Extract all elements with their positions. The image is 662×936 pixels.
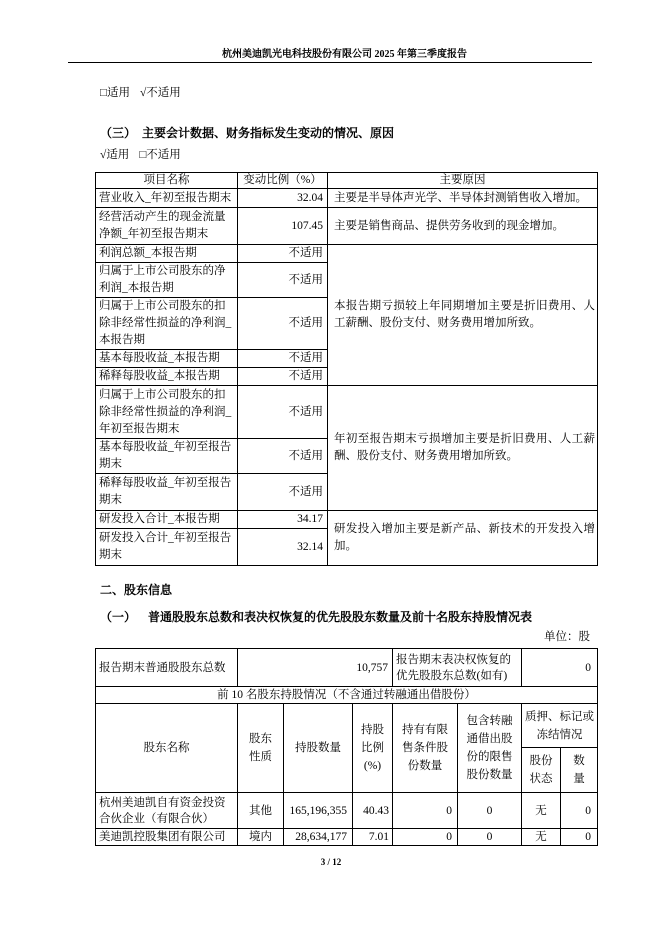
change-ratio: 107.45 bbox=[238, 208, 328, 245]
top10-caption-row bbox=[96, 687, 598, 704]
section-heading-shareholders-table bbox=[100, 610, 532, 624]
change-reason: 主要是销售商品、提供劳务收到的现金增加。 bbox=[328, 208, 598, 245]
change-ratio: 32.14 bbox=[238, 529, 328, 566]
change-ratio: 不适用 bbox=[238, 386, 328, 439]
pledge-quantity: 0 bbox=[561, 793, 598, 829]
key-metrics-change-table bbox=[95, 172, 598, 566]
restricted-incl-lent: 0 bbox=[458, 793, 522, 829]
option-label: 不适用 bbox=[146, 149, 181, 161]
top10-caption: 前 10 名股东持股情况（不含通过转融通出借股份） bbox=[96, 687, 598, 704]
restricted-shares: 0 bbox=[393, 829, 458, 846]
table-row bbox=[96, 386, 598, 439]
col-header-shareholder-nature: 股东性质 bbox=[238, 704, 284, 793]
metric-name: 归属于上市公司股东的扣除非经常性损益的净利润_年初至报告期末 bbox=[96, 386, 238, 439]
change-ratio: 不适用 bbox=[238, 298, 328, 350]
change-ratio: 不适用 bbox=[238, 474, 328, 511]
total-preferred-shareholders-label: 报告期末表决权恢复的优先股股东总数(如有) bbox=[393, 649, 522, 687]
table-header-row bbox=[96, 704, 598, 748]
holding-ratio: 7.01 bbox=[353, 829, 393, 846]
option-label: 不适用 bbox=[146, 87, 181, 99]
checkbox-unchecked-icon: □ bbox=[139, 149, 147, 161]
total-common-shareholders-value: 10,757 bbox=[238, 649, 393, 687]
restricted-shares: 0 bbox=[393, 793, 458, 829]
change-ratio: 不适用 bbox=[238, 263, 328, 298]
shares-held: 28,634,177 bbox=[284, 829, 353, 846]
page-number: 3 / 12 bbox=[320, 857, 342, 867]
total-preferred-shareholders-value: 0 bbox=[522, 649, 598, 687]
change-reason: 研发投入增加主要是新产品、新技术的开发投入增加。 bbox=[328, 511, 598, 566]
change-ratio: 不适用 bbox=[238, 245, 328, 263]
part-heading-shareholder-info: 二、股东信息 bbox=[100, 583, 173, 597]
option-label: 适用 bbox=[106, 87, 130, 99]
shares-held: 165,196,355 bbox=[284, 793, 353, 829]
applicability-option-not-applicable bbox=[140, 86, 181, 100]
applicability-line-2 bbox=[100, 148, 191, 162]
table-row bbox=[96, 829, 598, 846]
change-reason: 年初至报告期末亏损增加主要是折旧费用、人工薪酬、股份支付、财务费用增加所致。 bbox=[328, 386, 598, 511]
section-title: 主要会计数据、财务指标发生变动的情况、原因 bbox=[142, 126, 395, 140]
col-header-shares-held: 持股数量 bbox=[284, 704, 353, 793]
section-heading-key-data-changes bbox=[100, 126, 394, 140]
table-row bbox=[96, 511, 598, 529]
change-ratio: 不适用 bbox=[238, 350, 328, 368]
header-divider bbox=[68, 62, 592, 63]
change-ratio: 32.04 bbox=[238, 189, 328, 208]
table-row bbox=[96, 208, 598, 245]
metric-name: 稀释每股收益_本报告期 bbox=[96, 368, 238, 386]
shareholders-table bbox=[95, 648, 598, 846]
section-title: 普通股股东总数和表决权恢复的优先股股东数量及前十名股东持股情况表 bbox=[148, 610, 533, 624]
change-ratio: 34.17 bbox=[238, 511, 328, 529]
metric-name: 研发投入合计_本报告期 bbox=[96, 511, 238, 529]
checkbox-unchecked-icon: □ bbox=[100, 87, 107, 99]
unit-label: 单位：股 bbox=[544, 631, 590, 643]
col-header-change-ratio: 变动比例（%） bbox=[238, 173, 328, 189]
shareholder-name: 杭州美迪凯自有资金投资合伙企业（有限合伙） bbox=[96, 793, 238, 829]
shareholder-nature: 境内 bbox=[238, 829, 284, 846]
metric-name: 归属于上市公司股东的扣除非经常性损益的净利润_本报告期 bbox=[96, 298, 238, 350]
table-header-row bbox=[96, 173, 598, 189]
section-number: （一） bbox=[100, 610, 137, 624]
applicability-option-applicable bbox=[100, 86, 130, 100]
metric-name: 基本每股收益_本报告期 bbox=[96, 350, 238, 368]
checkmark-icon: √ bbox=[100, 149, 107, 161]
metric-name: 基本每股收益_年初至报告期末 bbox=[96, 439, 238, 474]
change-ratio: 不适用 bbox=[238, 368, 328, 386]
shareholder-name: 美迪凯控股集团有限公司 bbox=[96, 829, 238, 846]
shareholder-totals-row bbox=[96, 649, 598, 687]
total-common-shareholders-label: 报告期末普通股股东总数 bbox=[96, 649, 238, 687]
share-status: 无 bbox=[522, 829, 561, 846]
table-row bbox=[96, 793, 598, 829]
share-status: 无 bbox=[522, 793, 561, 829]
restricted-incl-lent: 0 bbox=[458, 829, 522, 846]
metric-name: 营业收入_年初至报告期末 bbox=[96, 189, 238, 208]
applicability-option-not-applicable bbox=[139, 148, 180, 162]
option-label: 适用 bbox=[106, 149, 130, 161]
report-header-title: 杭州美迪凯光电科技股份有限公司 2025 年第三季度报告 bbox=[222, 49, 467, 60]
table-row bbox=[96, 189, 598, 208]
metric-name: 利润总额_本报告期 bbox=[96, 245, 238, 263]
col-header-pledge-freeze: 质押、标记或冻结情况 bbox=[522, 704, 598, 748]
shareholder-nature: 其他 bbox=[238, 793, 284, 829]
col-header-share-status: 股份状态 bbox=[522, 748, 561, 793]
change-reason: 主要是半导体声光学、半导体封测销售收入增加。 bbox=[328, 189, 598, 208]
applicability-line-1 bbox=[100, 86, 191, 100]
checkmark-icon: √ bbox=[139, 87, 147, 99]
col-header-pledge-quantity: 数量 bbox=[561, 748, 598, 793]
metric-name: 经营活动产生的现金流量净额_年初至报告期末 bbox=[96, 208, 238, 245]
col-header-restricted-shares: 持有有限售条件股份数量 bbox=[393, 704, 458, 793]
change-reason: 本报告期亏损较上年同期增加主要是折旧费用、人工薪酬、股份支付、财务费用增加所致。 bbox=[328, 245, 598, 386]
pledge-quantity: 0 bbox=[561, 829, 598, 846]
metric-name: 归属于上市公司股东的净利润_本报告期 bbox=[96, 263, 238, 298]
change-ratio: 不适用 bbox=[238, 439, 328, 474]
col-header-reason: 主要原因 bbox=[328, 173, 598, 189]
col-header-shareholder-name: 股东名称 bbox=[96, 704, 238, 793]
col-header-holding-ratio: 持股比例(%) bbox=[353, 704, 393, 793]
table-row bbox=[96, 245, 598, 263]
applicability-option-applicable bbox=[100, 148, 129, 162]
metric-name: 稀释每股收益_年初至报告期末 bbox=[96, 474, 238, 511]
col-header-item: 项目名称 bbox=[96, 173, 238, 189]
metric-name: 研发投入合计_年初至报告期末 bbox=[96, 529, 238, 566]
holding-ratio: 40.43 bbox=[353, 793, 393, 829]
col-header-restricted-incl-lent: 包含转融通借出股份的限售股份数量 bbox=[458, 704, 522, 793]
section-number: （三） bbox=[100, 126, 137, 140]
